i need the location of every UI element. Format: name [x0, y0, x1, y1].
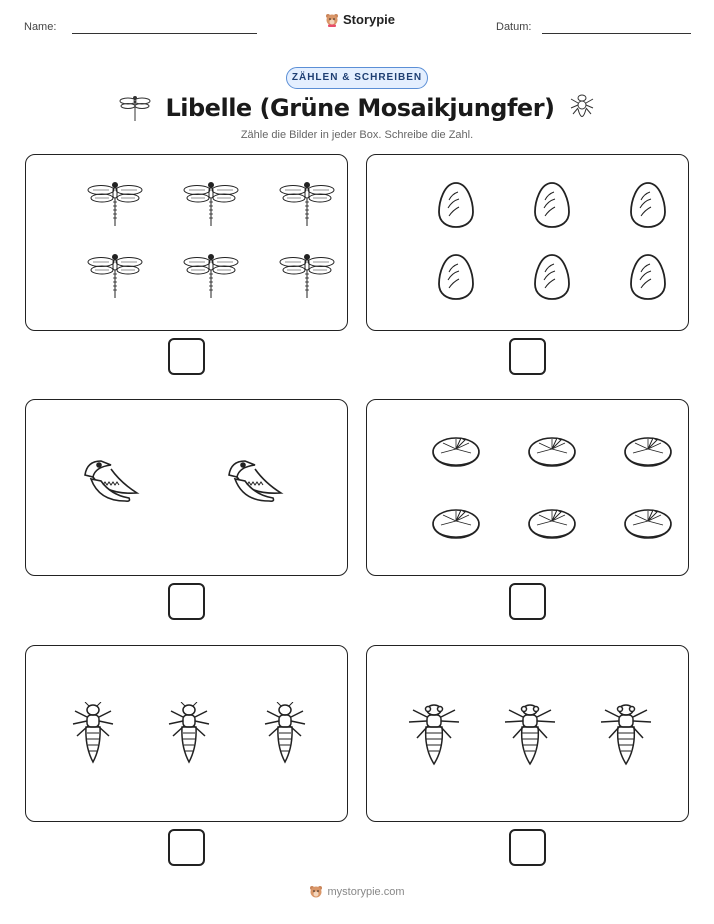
larva-icon — [261, 702, 309, 771]
name-line[interactable] — [72, 33, 257, 34]
egg-icon — [629, 252, 667, 307]
egg-icon — [629, 180, 667, 235]
count-box-4 — [366, 399, 689, 576]
count-box-3 — [25, 399, 348, 576]
larva-icon — [69, 702, 117, 771]
page-title: Libelle (Grüne Mosaikjungfer) — [165, 94, 555, 122]
bear-icon — [325, 13, 339, 27]
category-badge: ZÄHLEN & SCHREIBEN — [286, 67, 428, 89]
egg-icon — [533, 180, 571, 235]
dragonfly-icon — [183, 252, 239, 307]
egg-icon — [437, 180, 475, 235]
bear-icon — [309, 885, 323, 899]
answer-box-5[interactable] — [168, 829, 205, 866]
answer-box-1[interactable] — [168, 338, 205, 375]
dragonfly-icon — [183, 180, 239, 235]
nymph-icon — [503, 702, 557, 771]
dragonfly-icon — [119, 93, 151, 123]
dragonfly-icon — [87, 252, 143, 307]
footer — [0, 885, 714, 899]
answer-box-3[interactable] — [168, 583, 205, 620]
larva-icon — [165, 702, 213, 771]
answer-box-2[interactable] — [509, 338, 546, 375]
footer-url: mystorypie.com — [327, 886, 405, 898]
dragonfly-icon — [279, 180, 335, 235]
egg-icon — [437, 252, 475, 307]
nymph-jaw-icon — [225, 455, 285, 514]
lily-pad-icon — [431, 429, 481, 476]
nymph-jaw-icon — [81, 455, 141, 514]
date-label: Datum: — [496, 21, 532, 33]
name-label: Name: — [24, 21, 57, 33]
title-row — [0, 92, 714, 124]
nymph-icon — [407, 702, 461, 771]
dragonfly-icon — [279, 252, 335, 307]
answer-box-4[interactable] — [509, 583, 546, 620]
lily-pad-icon — [527, 429, 577, 476]
lily-pad-icon — [527, 501, 577, 548]
nymph-icon — [569, 92, 595, 124]
instructions: Zähle die Bilder in jeder Box. Schreibe die Zahl. — [240, 129, 474, 141]
lily-pad-icon — [623, 501, 673, 548]
egg-icon — [533, 252, 571, 307]
nymph-icon — [599, 702, 653, 771]
lily-pad-icon — [431, 501, 481, 548]
date-line[interactable] — [542, 33, 691, 34]
lily-pad-icon — [623, 429, 673, 476]
answer-box-6[interactable] — [509, 829, 546, 866]
brand-name: Storypie — [343, 12, 396, 27]
brand-logo — [325, 12, 395, 27]
dragonfly-icon — [87, 180, 143, 235]
